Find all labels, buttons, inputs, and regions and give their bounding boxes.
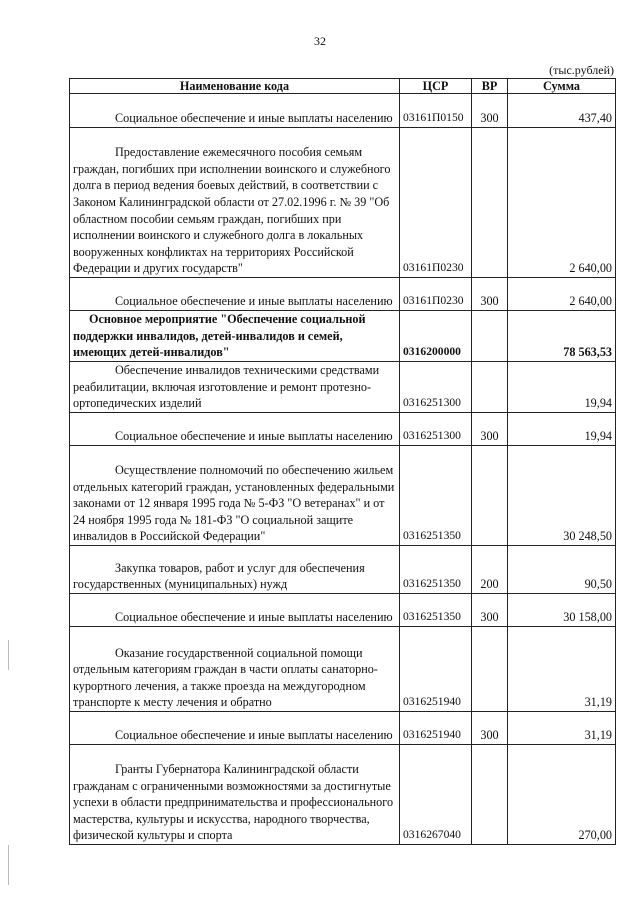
row-vr [472, 311, 508, 362]
table-row [70, 278, 616, 311]
header-vr: ВР [472, 79, 508, 94]
row-vr: 300 [472, 413, 508, 446]
row-sum: 2 640,00 [508, 278, 616, 311]
row-csr: 0316251350 [400, 546, 472, 594]
row-sum: 31,19 [508, 712, 616, 745]
row-csr: 0316251350 [400, 594, 472, 627]
row-name: Социальное обеспечение и иные выплаты населению [115, 294, 393, 309]
row-sum: 437,40 [508, 94, 616, 128]
row-sum: 2 640,00 [508, 128, 616, 278]
row-name: Предоставление ежемесячного пособия семьям граждан, погибших при исполнении воинского и служебного долга в период ведения боевых действий, в соответствии с Законом Калининградской области от 27.02.1996 г. № 39 "Об областном пособии семьям граждан, погибших при исполнении воинского и служебного долга в локальных вооруженных конфликтах на территориях Российской Федерации и других государств" [73, 145, 391, 276]
row-name: Осуществление полномочий по обеспечению жильем отдельных категорий граждан, установленных федеральными законами от 12 января 1995 года № 5-ФЗ "О ветеранах" и от 24 ноября 1995 года № 181-ФЗ "О социальной защите инвалидов в Российской Федерации" [73, 463, 395, 544]
table-row [70, 712, 616, 745]
row-name: Социальное обеспечение и иные выплаты населению [115, 728, 393, 743]
row-csr: 0316267040 [400, 745, 472, 845]
table-row [70, 311, 616, 362]
row-name: Оказание государственной социальной помощи отдельным категориям граждан в части оплаты санаторно-курортного лечения, а также проезда на междугородном транспорте к месту лечения и обратно [73, 645, 378, 710]
row-sum: 31,19 [508, 627, 616, 712]
table-row [70, 128, 616, 278]
row-vr: 300 [472, 94, 508, 128]
row-name: Обеспечение инвалидов техническими средствами реабилитации, включая изготовление и ремонт протезно-ортопедических изделий [73, 363, 380, 411]
row-name: Социальное обеспечение и иные выплаты населению [115, 111, 393, 126]
budget-table [69, 78, 616, 845]
row-csr: 03161П0230 [400, 128, 472, 278]
table-row [70, 94, 616, 128]
page-number: 32 [314, 34, 326, 48]
table-row [70, 362, 616, 413]
table-row [70, 413, 616, 446]
row-vr [472, 128, 508, 278]
row-name: Социальное обеспечение и иные выплаты населению [115, 610, 393, 625]
row-sum: 30 158,00 [508, 594, 616, 627]
table-row [70, 627, 616, 712]
table-row [70, 594, 616, 627]
row-vr [472, 745, 508, 845]
row-sum: 78 563,53 [508, 311, 616, 362]
row-sum: 270,00 [508, 745, 616, 845]
row-csr: 0316251300 [400, 362, 472, 413]
table-row [70, 745, 616, 845]
row-csr: 0316200000 [400, 311, 472, 362]
row-vr [472, 446, 508, 546]
row-sum: 19,94 [508, 362, 616, 413]
row-vr [472, 627, 508, 712]
units-label: (тыс.рублей) [549, 63, 614, 77]
header-name: Наименование кода [70, 79, 400, 94]
row-vr [472, 362, 508, 413]
scan-margin-mark [8, 640, 9, 670]
row-vr: 300 [472, 594, 508, 627]
row-sum: 19,94 [508, 413, 616, 446]
row-name: Социальное обеспечение и иные выплаты населению [115, 429, 393, 444]
row-csr: 0316251940 [400, 712, 472, 745]
row-vr: 200 [472, 546, 508, 594]
scan-margin-mark [8, 845, 9, 885]
table-row [70, 546, 616, 594]
row-csr: 03161П0230 [400, 278, 472, 311]
header-csr: ЦСР [400, 79, 472, 94]
header-sum: Сумма [508, 79, 616, 94]
row-name: Основное мероприятие "Обеспечение социальной поддержки инвалидов, детей-инвалидов и семей, имеющих детей-инвалидов" [73, 312, 366, 360]
row-vr: 300 [472, 278, 508, 311]
row-vr: 300 [472, 712, 508, 745]
table-row [70, 446, 616, 546]
row-csr: 0316251940 [400, 627, 472, 712]
row-name: Закупка товаров, работ и услуг для обеспечения государственных (муниципальных) нужд [73, 560, 365, 592]
row-sum: 30 248,50 [508, 446, 616, 546]
row-csr: 0316251300 [400, 413, 472, 446]
row-sum: 90,50 [508, 546, 616, 594]
table-header-row [70, 79, 616, 94]
row-name: Гранты Губернатора Калининградской области гражданам с ограниченными возможностями за достигнутые успехи в области предпринимательства и профессионального мастерства, культуры и искусства, народного творчества, физической культуры и спорта [73, 762, 394, 843]
row-csr: 0316251350 [400, 446, 472, 546]
row-csr: 03161П0150 [400, 94, 472, 128]
